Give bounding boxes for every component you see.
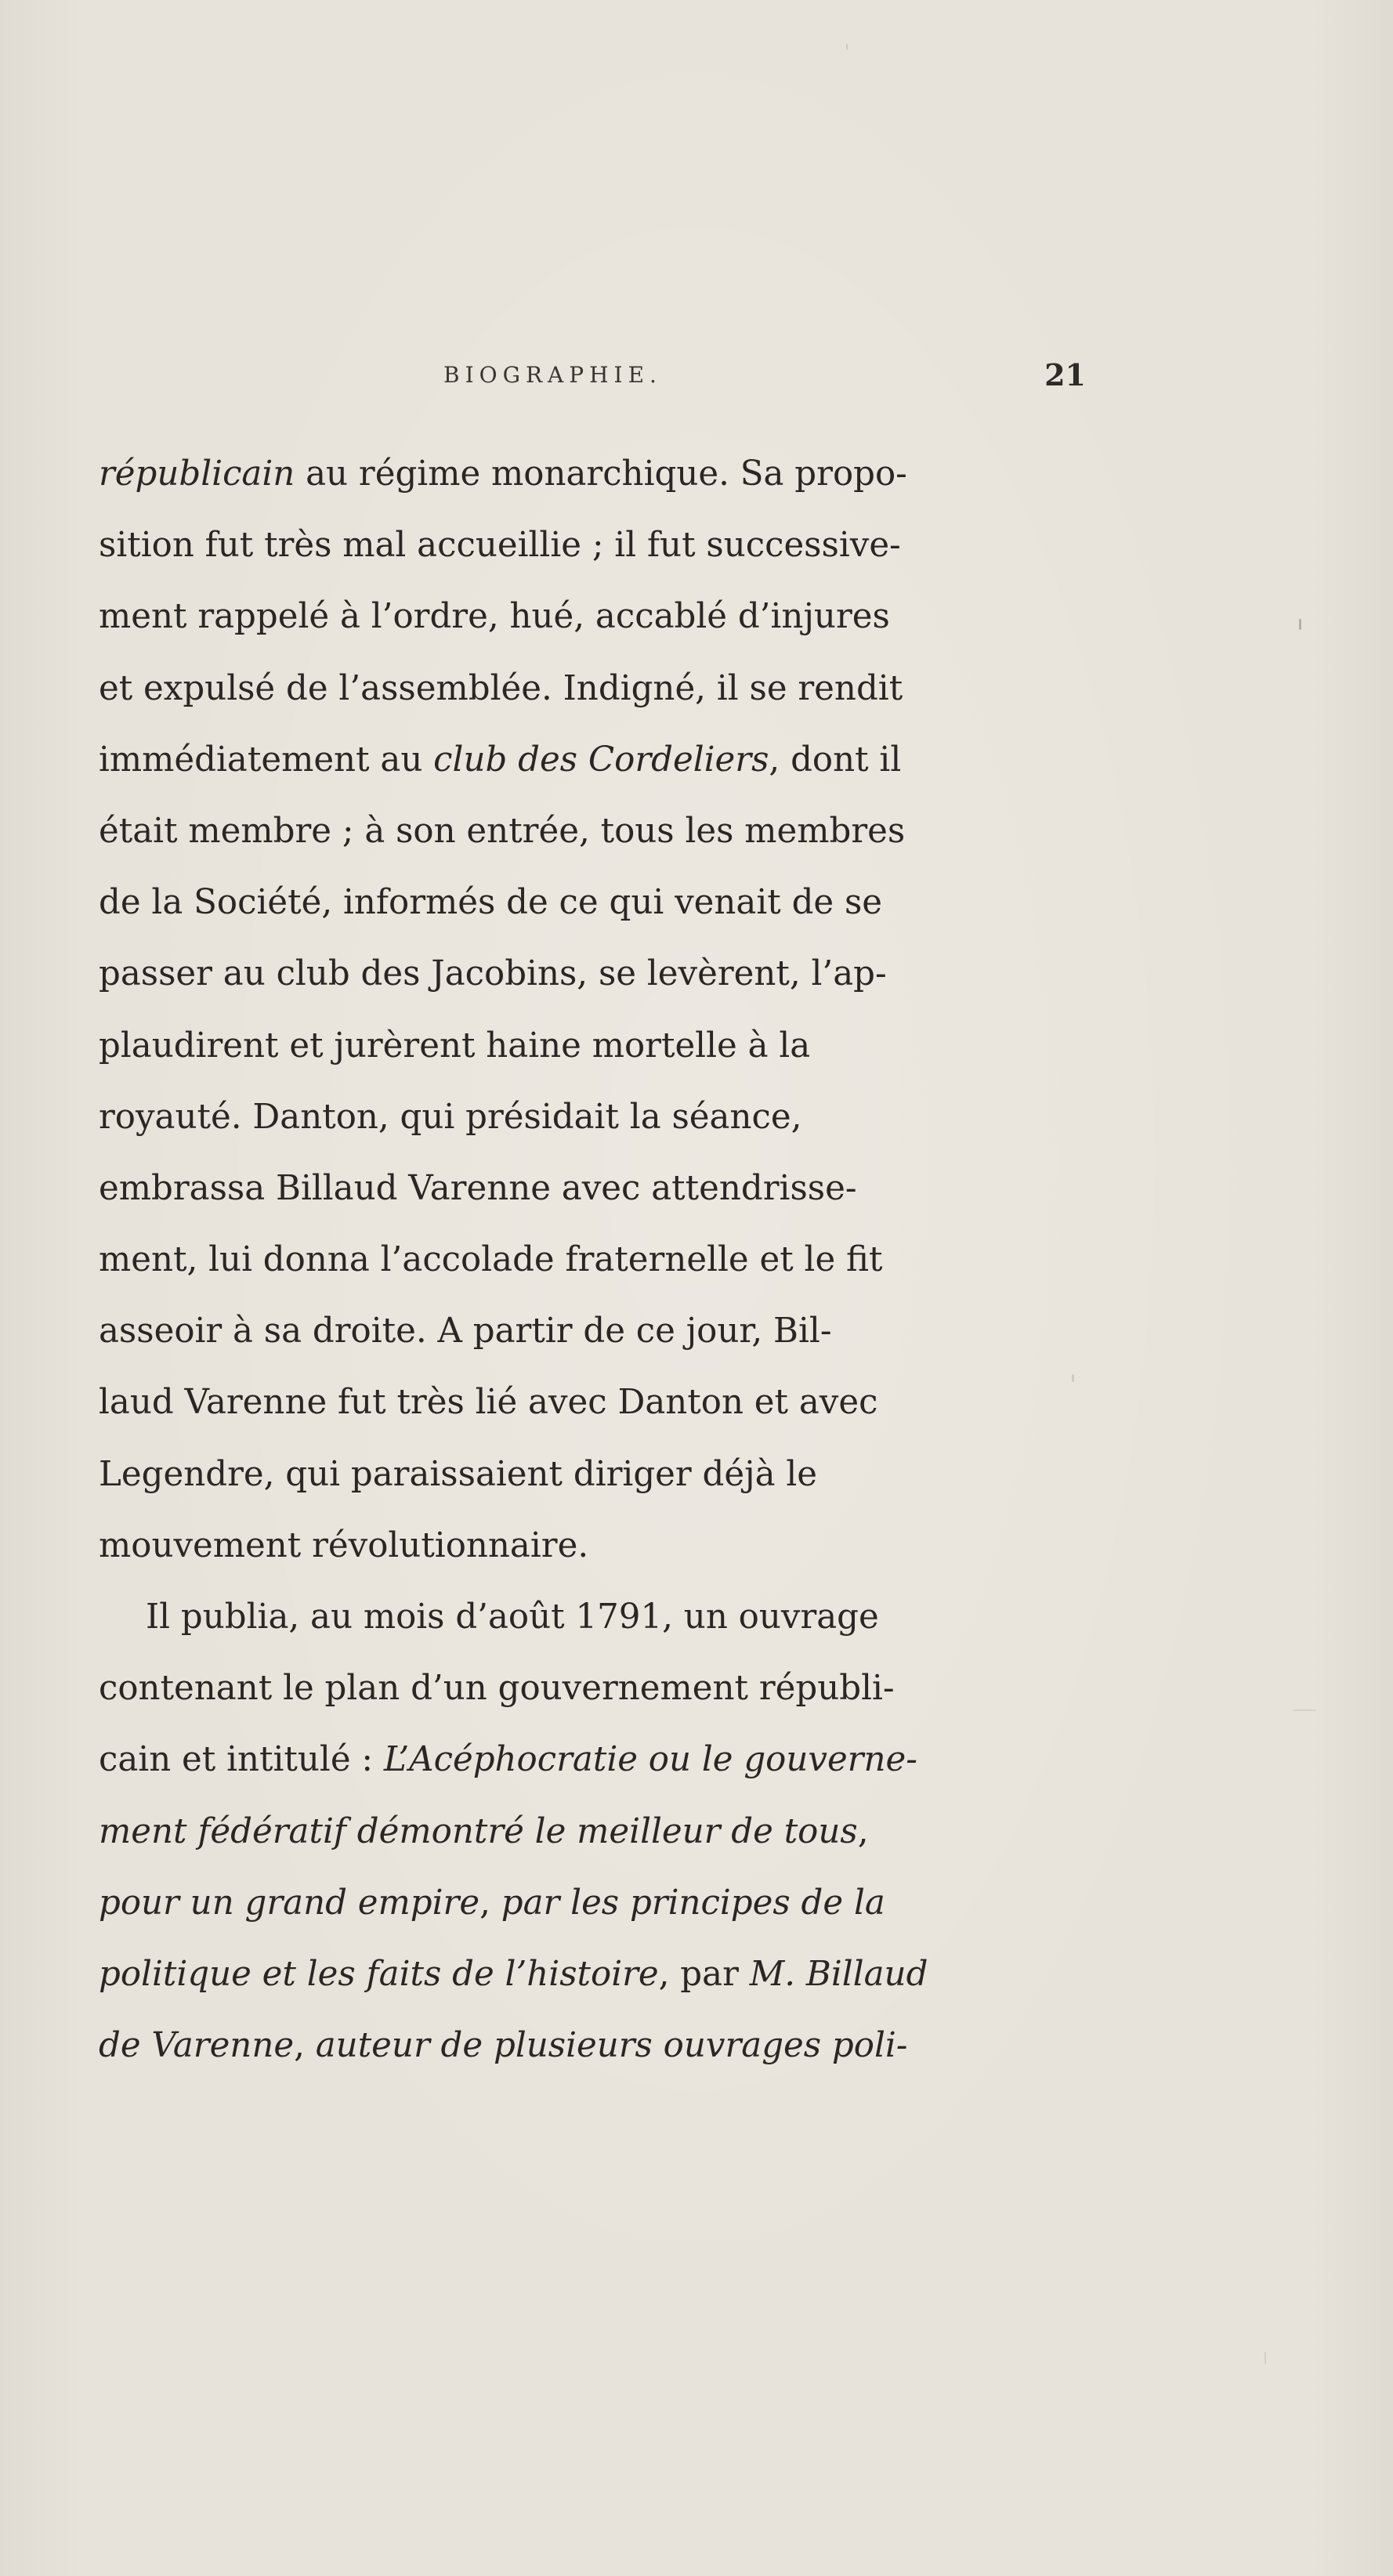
text-line	[99, 439, 1086, 510]
text-run: club des Cordeliers	[433, 740, 769, 780]
text-run: ment, lui donna l’accolade fraternelle et le fit	[99, 1240, 883, 1280]
text-run: politique et les faits de l’histoire	[99, 1954, 659, 1994]
text-run: au régime monarchique. Sa propo-	[295, 454, 907, 494]
text-run: et expulsé de l’assemblée. Indigné, il se rendit	[99, 668, 903, 708]
text-line	[99, 1439, 1086, 1511]
text-run: plaudirent et jurèrent haine mortelle à la	[99, 1026, 811, 1065]
text-line	[99, 725, 1086, 796]
text-run: embrassa Billaud Varenne avec attendrisse-	[99, 1168, 857, 1208]
text-run: mouvement révolutionnaire.	[99, 1525, 589, 1565]
text-run: cain et intitulé :	[99, 1740, 384, 1780]
text-run: de la Société, informés de ce qui venait de se	[99, 883, 883, 923]
text-line	[99, 1939, 1086, 2010]
body-text	[99, 439, 1086, 2082]
text-run: immédiatement au	[99, 740, 434, 780]
text-run: asseoir à sa droite. A partir de ce jour, Bil-	[99, 1312, 832, 1351]
paper-speck	[1299, 619, 1301, 630]
paper-speck	[1293, 1709, 1316, 1711]
paper-speck	[846, 44, 848, 50]
text-run: Il publia, au mois d’août 1791, un ouvrage	[146, 1597, 879, 1637]
text-run: ment rappelé à l’ordre, hué, accablé d’injures	[99, 597, 890, 637]
text-run: ,	[294, 2026, 316, 2066]
text-line	[99, 867, 1086, 939]
text-line	[99, 1868, 1086, 1939]
text-line	[99, 581, 1086, 653]
text-run: était membre ; à son entrée, tous les membres	[99, 811, 906, 851]
text-line	[99, 1153, 1086, 1225]
text-line	[99, 1082, 1086, 1153]
text-line	[99, 1367, 1086, 1438]
text-line	[99, 510, 1086, 581]
text-run: ,	[857, 1811, 869, 1851]
text-line	[99, 939, 1086, 1010]
page-number: 21	[1044, 357, 1086, 393]
text-run: républicain	[99, 454, 295, 494]
text-line	[99, 653, 1086, 725]
text-run: , par	[658, 1954, 750, 1994]
text-line	[99, 1011, 1086, 1082]
text-line	[99, 1582, 1086, 1653]
text-run: royauté. Danton, qui présidait la séance,	[99, 1097, 802, 1137]
text-line	[99, 1796, 1086, 1868]
text-line	[99, 2010, 1086, 2082]
running-title: BIOGRAPHIE.	[443, 362, 662, 388]
text-line	[99, 796, 1086, 867]
text-run: pour un grand empire	[99, 1883, 480, 1923]
text-run: M. Billaud	[749, 1954, 928, 1994]
text-run: ment fédératif démontré le meilleur de tous	[99, 1811, 858, 1851]
text-run: par les principes de la	[501, 1883, 885, 1923]
paper-speck	[1072, 1374, 1074, 1382]
text-run: auteur de plusieurs ouvrages poli-	[315, 2026, 908, 2066]
text-line	[99, 1653, 1086, 1724]
text-run: ,	[479, 1883, 501, 1923]
text-run: laud Varenne fut très lié avec Danton et avec	[99, 1383, 878, 1423]
text-run: passer au club des Jacobins, se levèrent, l’ap-	[99, 954, 887, 994]
text-run: , dont il	[769, 740, 902, 780]
text-line	[99, 1724, 1086, 1796]
paper-speck	[1265, 2352, 1266, 2364]
text-line	[99, 1296, 1086, 1367]
text-run: L’Acéphocratie ou le gouverne-	[383, 1740, 917, 1780]
text-run: contenant le plan d’un gouvernement républi-	[99, 1669, 895, 1709]
text-run: de Varenne	[99, 2026, 295, 2066]
text-line	[99, 1511, 1086, 1582]
text-line	[99, 1225, 1086, 1296]
text-run: Legendre, qui paraissaient diriger déjà le	[99, 1454, 818, 1494]
running-head	[99, 357, 1086, 401]
text-run: sition fut très mal accueillie ; il fut successive-	[99, 526, 901, 566]
